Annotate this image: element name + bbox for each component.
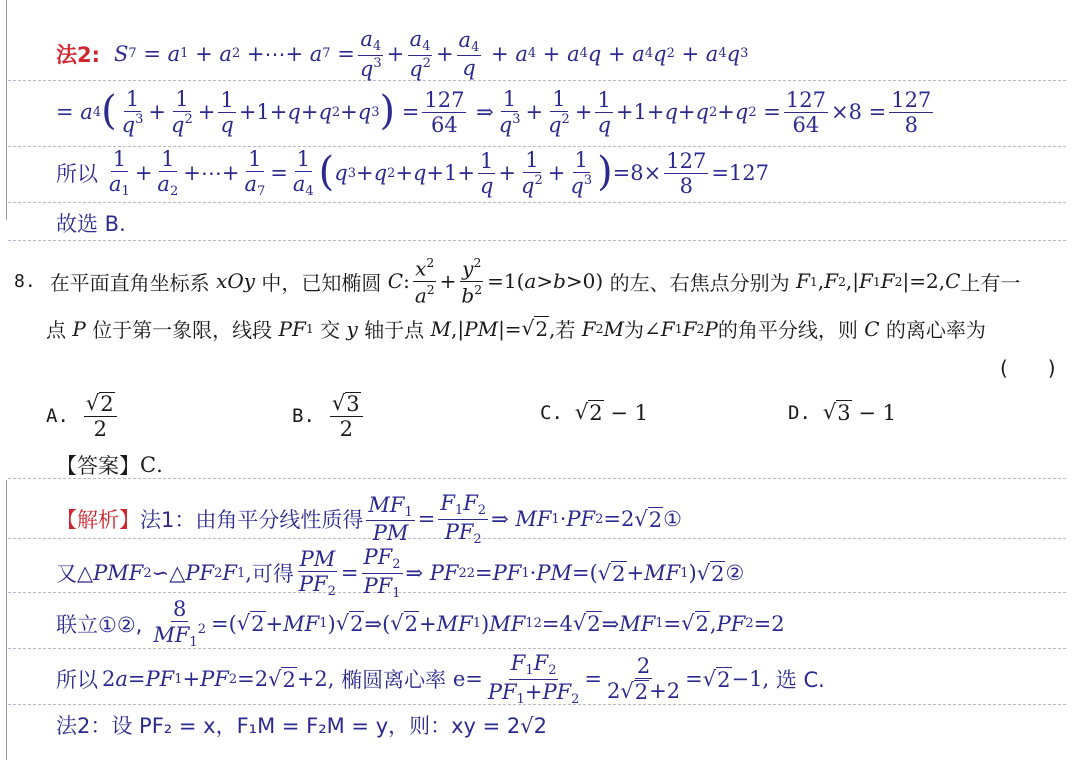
question-text-c: 的左、右焦点分别为 xyxy=(609,270,790,295)
analysis-l2-mid: 可得 xyxy=(251,562,294,587)
answer-blank-parens: ( ) xyxy=(1000,356,1056,380)
question-number: 8. xyxy=(14,270,36,292)
analysis-tag: 【解析】 xyxy=(56,508,140,533)
option-label: C. xyxy=(540,401,563,424)
question-line2-e: 若 xyxy=(555,318,576,342)
left-margin-line-top xyxy=(6,0,7,220)
divider xyxy=(8,478,1066,479)
analysis-line-5 xyxy=(56,710,547,740)
analysis-l4-mid: 椭圆离心率 xyxy=(341,668,447,693)
analysis-l4-end: 选 C. xyxy=(775,668,825,693)
analysis-l1-prefix: 法1：由角平分线性质得 xyxy=(140,508,364,533)
analysis-l5: 法2：设 PF₂ = x，F₁M = F₂M = y，则：xy = 2√2 xyxy=(56,714,548,738)
left-margin-line-bottom xyxy=(6,480,7,760)
analysis-l2-prefix: 又 xyxy=(56,562,77,587)
method2-label: 法2: xyxy=(56,42,101,67)
option-label: D. xyxy=(788,401,811,424)
method2-line3-prefix: 所以 xyxy=(56,162,98,187)
divider xyxy=(8,202,1066,203)
option-label: B. xyxy=(292,405,315,428)
option-c[interactable]: C. √ 2 − 1 xyxy=(540,400,648,425)
option-label: A. xyxy=(46,405,69,428)
answer-value: C xyxy=(140,453,157,477)
option-b[interactable]: B. √ 3 2 xyxy=(292,392,366,440)
analysis-l4-prefix: 所以 xyxy=(56,668,98,693)
question-line2-b: 位于第一象限，线段 xyxy=(92,318,273,342)
method2-line-3: 所以 $\frac{1}{a_1}$ + $\frac{1}{a_2}$ +⋯+ $\frac{1}{a_7}$ = $\frac{1}{a_4}$ ( q 3 + q 2 + q +1+ $\frac{1}{q}$ + $\frac{1}{q^2}$ + $\frac{1}{q^3}$ ) =8× $\frac{127}{8}$ =127 xyxy=(56,147,770,199)
method2-answer-line xyxy=(56,208,126,238)
method2-line-2: = a 4 ( $\frac{1}{q^3}$ + $\frac{1}{q^2}$ + $\frac{1}{q}$ +1+ q + q 2 + q 3 ) = $\frac{127}{64}$ ⇒ $\frac{1}{q^3}$ + $\frac{1}{q^2}$ + $\frac{1}{q}$ +1+ q + q 2 + q 2 = $\frac{127}{64}$ ×8 = $\frac{127}{8}$ xyxy=(56,87,932,138)
answer-line: 【答案】 C . xyxy=(56,450,163,480)
question-line2-f: 为 xyxy=(624,318,645,342)
option-d[interactable]: D. √ 3 − 1 xyxy=(788,400,896,425)
divider xyxy=(8,80,1066,81)
analysis-l3-prefix: 联立①②, xyxy=(56,612,143,637)
question-line2-g: 的角平分线，则 xyxy=(717,318,858,342)
question-line-1: 8. 在平面直角坐标系 xOy 中，已知椭圆 C : $\frac{x^2}{a^2}$ + $\frac{y^2}{b^2}$ =1( a > b >0) 的左、右焦点分别为 F 1 , F 2 ,| F 1 F 2 |=2, C 上有一 xyxy=(14,255,1021,308)
question-text-b: 中，已知椭圆 xyxy=(261,270,382,295)
analysis-line-4: 所以 2 a = PF 1 + PF 2 =2 √ 2 +2, 椭圆离心率 e= $\frac{F_1F_2}{PF_1+PF_2}$ = 2 2√ 2 +2 = √ 2 −1, 选 C. xyxy=(56,651,825,707)
answer-blank xyxy=(1000,352,1056,381)
answer-tag: 【答案】 xyxy=(56,454,140,478)
analysis-line-3: 联立①②, $\frac{8}{MF_1^2}$ =( √ 2 + MF 1 ) √ 2 ⇒( √ 2 + MF 1 ) MF 1 2 =4 √ 2 ⇒ MF 1 = √ 2 , PF 2 =2 xyxy=(56,597,785,651)
question-line2-c: 交 xyxy=(320,318,341,342)
question-line2-h: 的离心率为 xyxy=(885,318,986,342)
question-line-2: 点 P 位于第一象限，线段 PF 1 交 y 轴于点 M ,| PM |= √ 2 , 若 F 2 M 为 ∠ F 1 F 2 P 的角平分线，则 C 的离心率为 xyxy=(46,316,986,342)
question-line2-d: 轴于点 xyxy=(364,318,425,342)
question-line2-a: 点 xyxy=(46,318,66,342)
option-a[interactable]: A. √ 2 2 xyxy=(46,392,120,440)
analysis-line-2: 又 △ PMF 2 ∽△ PF 2 F 1 , 可得 $\frac{PM}{PF_2}$ = $\frac{PF_2}{PF_1}$ ⇒ PF 2 2 = PF 1 · PM =( √ 2 + MF 1 ) √ 2 ② xyxy=(56,545,745,601)
method2-line-1: 法2: S 7 = a 1 + a 2 +⋯+ a 7 = $\frac{a_4}{q^3}$ + $\frac{a_4}{q^2}$ + $\frac{a_4}{q}$ + a 4 + a 4 q + a 4 q 2 + a 4 q 3 xyxy=(56,27,749,81)
divider xyxy=(8,240,1066,241)
method2-answer-text: 故选 B. xyxy=(56,212,126,236)
analysis-line-1: 【解析】 法1：由角平分线性质得 $\frac{MF_1}{PM}$ = $\frac{F_1F_2}{PF_2}$ ⇒ MF 1 · PF 2 =2 √ 2 ① xyxy=(56,491,682,547)
question-text-a: 在平面直角坐标系 xyxy=(49,270,210,295)
question-text-d: 上有一 xyxy=(960,270,1021,295)
